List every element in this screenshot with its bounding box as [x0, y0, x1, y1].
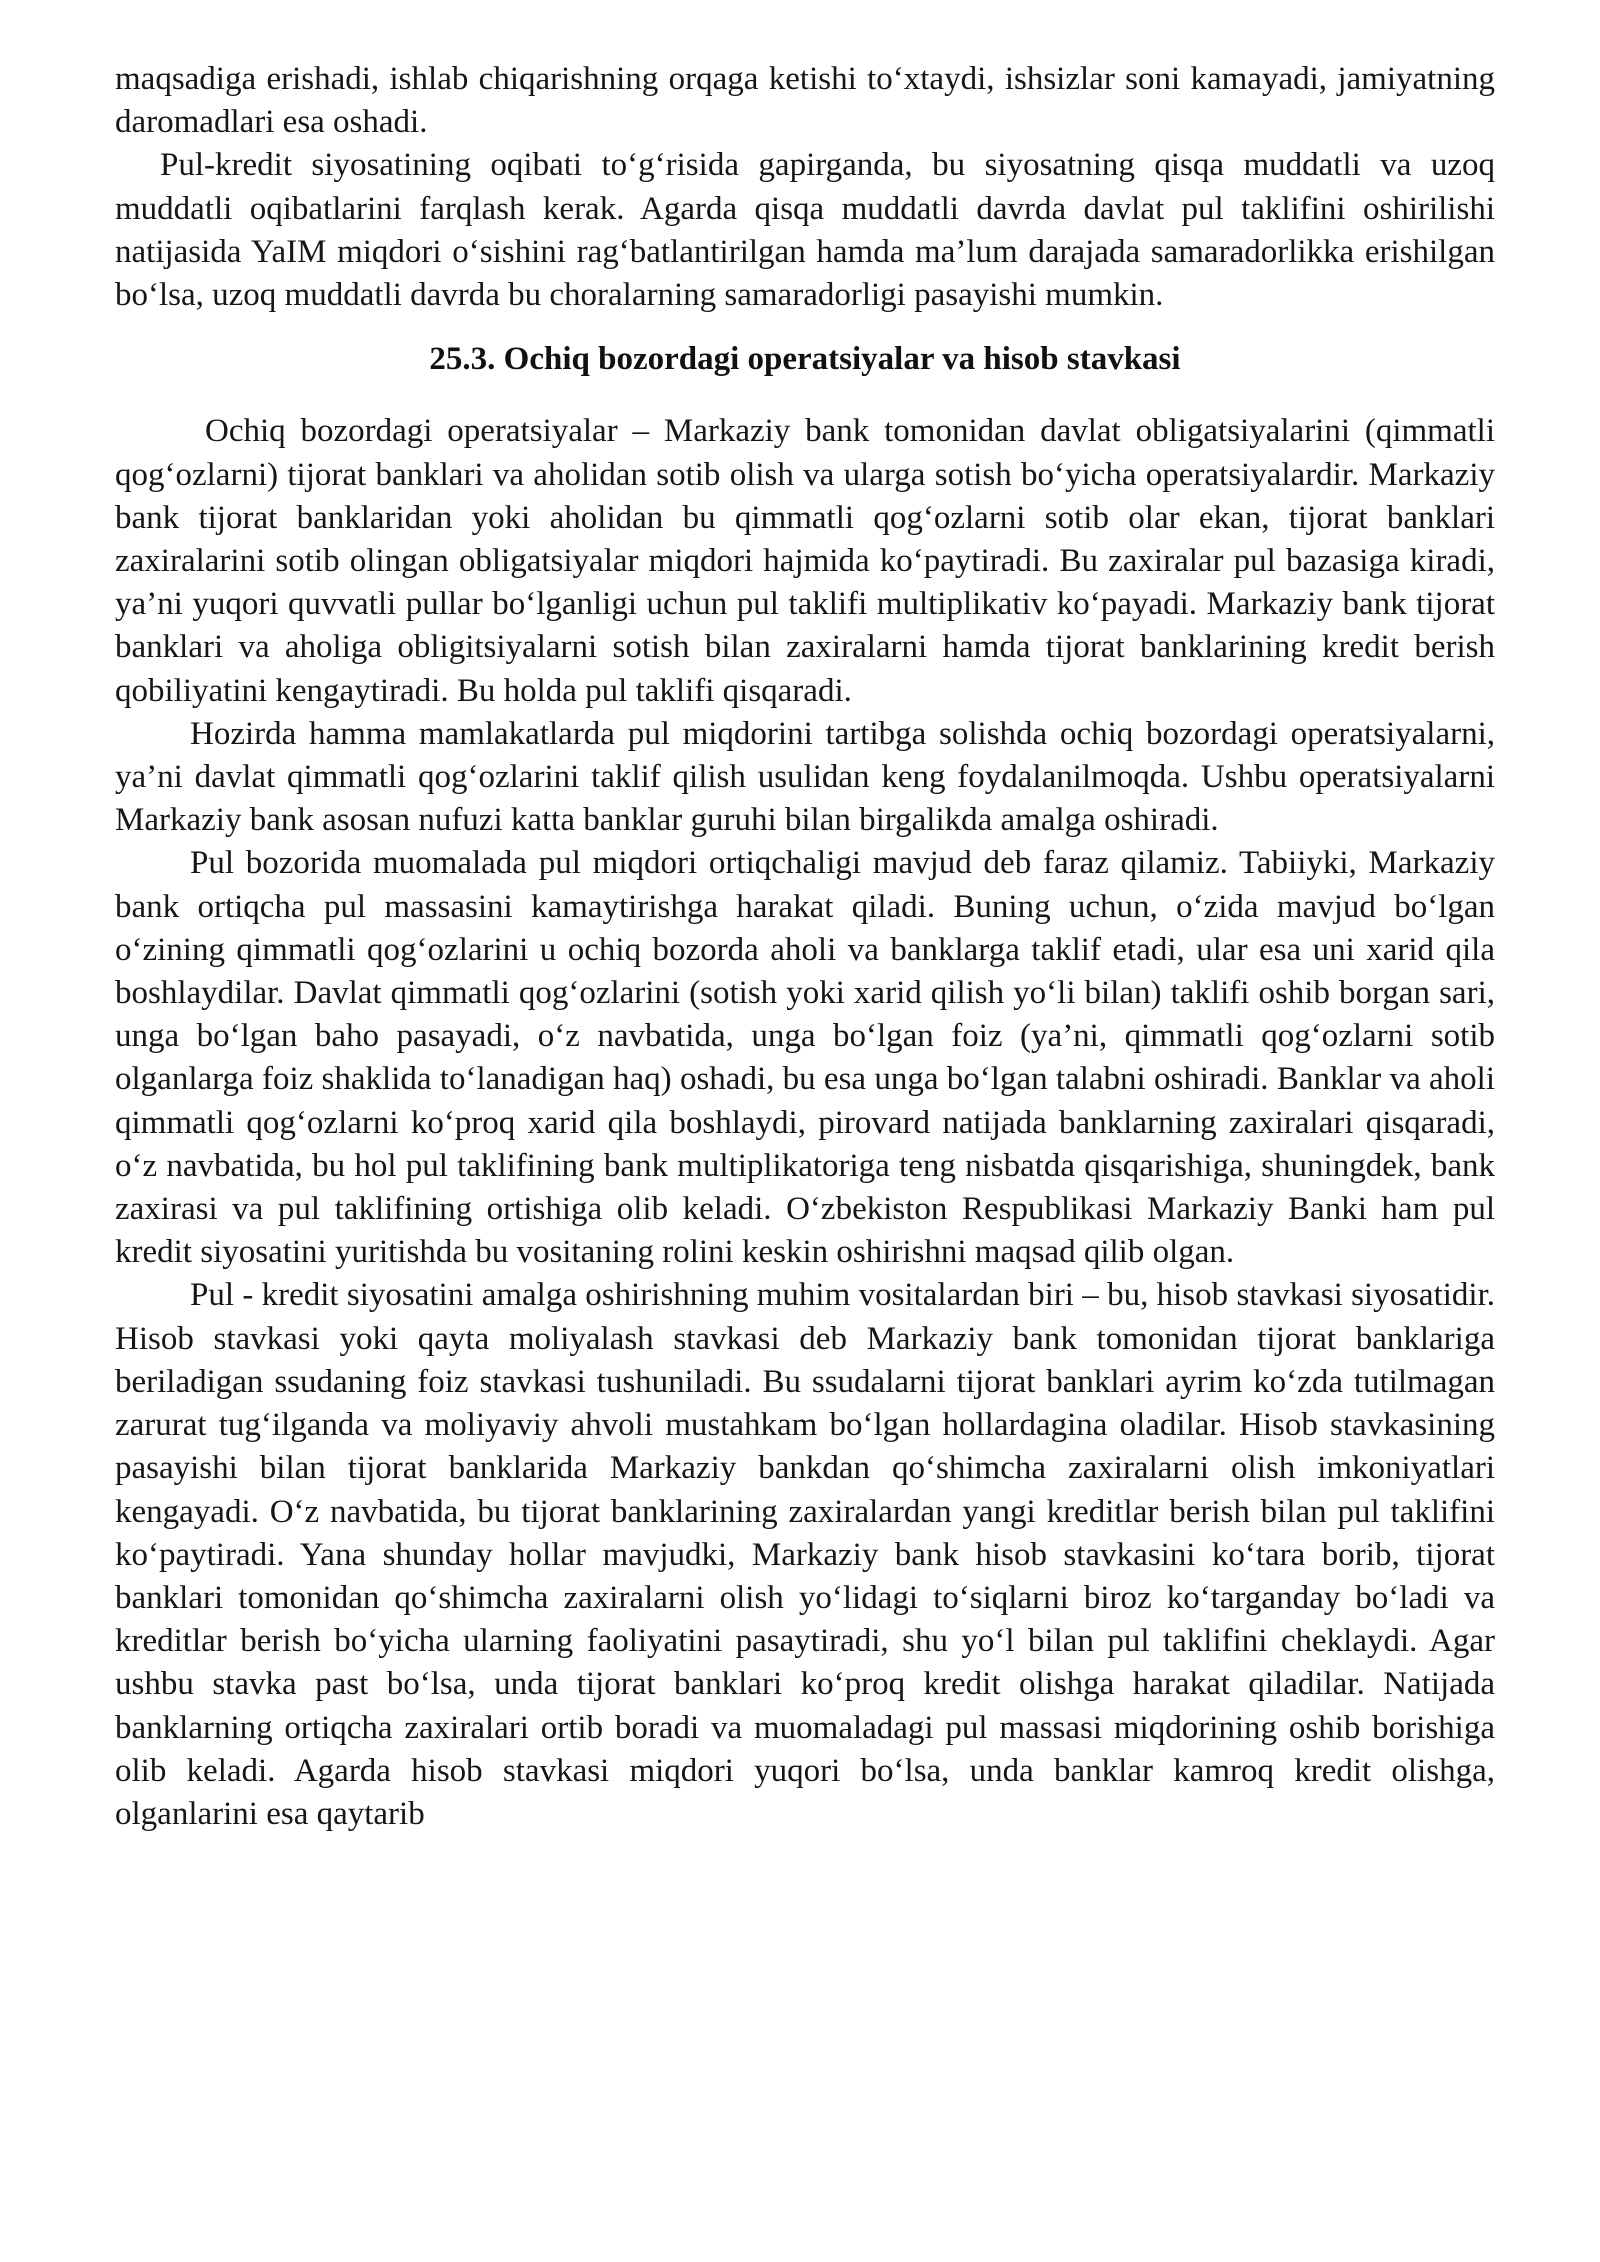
paragraph-current-usage: Hozirda hamma mamlakatlarda pul miqdorini tartibga solishda ochiq bozordagi operatsiyalarni, ya’ni davlat qimmatli qog‘ozlarini taklif qilish usulidan keng foydalanilmoqda. Ushbu operatsiyalarni Markaziy bank asosan nufuzi katta banklar guruhi bilan birgalikda amalga oshiradi.: [115, 715, 1495, 839]
paragraph-excess-money-example: Pul bozorida muomalada pul miqdori ortiqchaligi mavjud deb faraz qilamiz. Tabiiyki, Markaziy bank ortiqcha pul massasini kamaytirishga harakat qiladi. Buning uchun, o‘zida mavjud bo‘lgan o‘zining qimmatli qog‘ozlarini u ochiq bozorda aholi va banklarga taklif etadi, ular esa uni xarid qila boshlaydilar. Davlat qimmatli qog‘ozlarini (sotish yoki xarid qilish yo‘li bilan) taklifi oshib borgan sari, unga bo‘lgan baho pasayadi, o‘z navbatida, unga bo‘lgan foiz (ya’ni, qimmatli qog‘ozlarni sotib olganlarga foiz shaklida to‘lanadigan haq) oshadi, bu esa unga bo‘lgan talabni oshiradi. Banklar va aholi qimmatli qog‘ozlarni ko‘proq xarid qila boshlaydi, pirovard natijada banklarning zaxiralari qisqaradi, o‘z navbatida, bu hol pul taklifining bank multiplikatoriga teng nisbatda qisqarishiga, shuningdek, bank zaxirasi va pul taklifining ortishiga olib keladi. O‘zbekiston Respublikasi Markaziy Banki ham pul kredit siyosatini yuritishda bu vositaning rolini keskin oshirishni maqsad qilib olgan.: [115, 845, 1495, 1271]
paragraph-monetary-policy-consequences: Pul-kredit siyosatining oqibati to‘g‘risida gapirganda, bu siyosatning qisqa muddatli va uzoq muddatli oqibatlarini farqlash kerak. Agarda qisqa muddatli davrda davlat pul taklifini oshirilishi natijasida YaIM miqdori o‘sishini rag‘batlantirilgan hamda ma’lum darajada samaradorlikka erishilgan bo‘lsa, uzoq muddatli davrda bu choralarning samaradorligi pasayishi mumkin.: [115, 147, 1495, 314]
paragraph-continued: maqsadiga erishadi, ishlab chiqarishning orqaga ketishi to‘xtaydi, ishsizlar soni kamayadi, jamiyatning daromadlari esa oshadi.: [115, 61, 1495, 141]
paragraph-open-market-operations: Ochiq bozordagi operatsiyalar – Markaziy bank tomonidan davlat obligatsiyalarini (qimmatli qog‘ozlarni) tijorat banklari va aholidan sotib olish va ularga sotish bo‘yicha operatsiyalardir. Markaziy bank tijorat banklaridan yoki aholidan bu qimmatli qog‘ozlarni sotib olar ekan, tijorat banklari zaxiralarini sotib olingan obligatsiyalar miqdori hajmida ko‘paytiradi. Bu zaxiralar pul bazasiga kiradi, ya’ni yuqori quvvatli pullar bo‘lganligi uchun pul taklifi multiplikativ ko‘payadi. Markaziy bank tijorat banklari va aholiga obligitsiyalarni sotish bilan zaxiralarni hamda tijorat banklarining kredit berish qobiliyatini kengaytiradi. Bu holda pul taklifi qisqaradi.: [115, 413, 1495, 709]
paragraph-discount-rate-policy: Pul - kredit siyosatini amalga oshirishning muhim vositalardan biri – bu, hisob stavkasi siyosatidir. Hisob stavkasi yoki qayta moliyalash stavkasi deb Markaziy bank tomonidan tijorat banklariga beriladigan ssudaning foiz stavkasi tushuniladi. Bu ssudalarni tijorat banklari ayrim ko‘zda tutilmagan zarurat tug‘ilganda va moliyaviy ahvoli mustahkam bo‘lgan hollardagina oladilar. Hisob stavkasining pasayishi bilan tijorat banklarida Markaziy bankdan qo‘shimcha zaxiralarni olish imkoniyatlari kengayadi. O‘z navbatida, bu tijorat banklarining zaxiralardan yangi kreditlar berish bilan pul taklifini ko‘paytiradi. Yana shunday hollar mavjudki, Markaziy bank hisob stavkasini ko‘tara borib, tijorat banklari tomonidan qo‘shimcha zaxiralarni olish yo‘lidagi to‘siqlarni biroz ko‘targanday bo‘ladi va kreditlar berish bo‘yicha ularning faoliyatini pasaytiradi, shu yo‘l bilan pul taklifini cheklaydi. Agar ushbu stavka past bo‘lsa, unda tijorat banklari ko‘proq kredit olishga harakat qiladilar. Natijada banklarning ortiqcha zaxiralari ortib boradi va muomaladagi pul massasi miqdorining oshib borishiga olib keladi. Agarda hisob stavkasi miqdori yuqori bo‘lsa, unda banklar kamroq kredit olishga, olganlarini esa qaytarib: [115, 1277, 1495, 1832]
section-heading: 25.3. Ochiq bozordagi operatsiyalar va hisob stavkasi: [429, 341, 1181, 378]
document-page: [115, 58, 1495, 1836]
